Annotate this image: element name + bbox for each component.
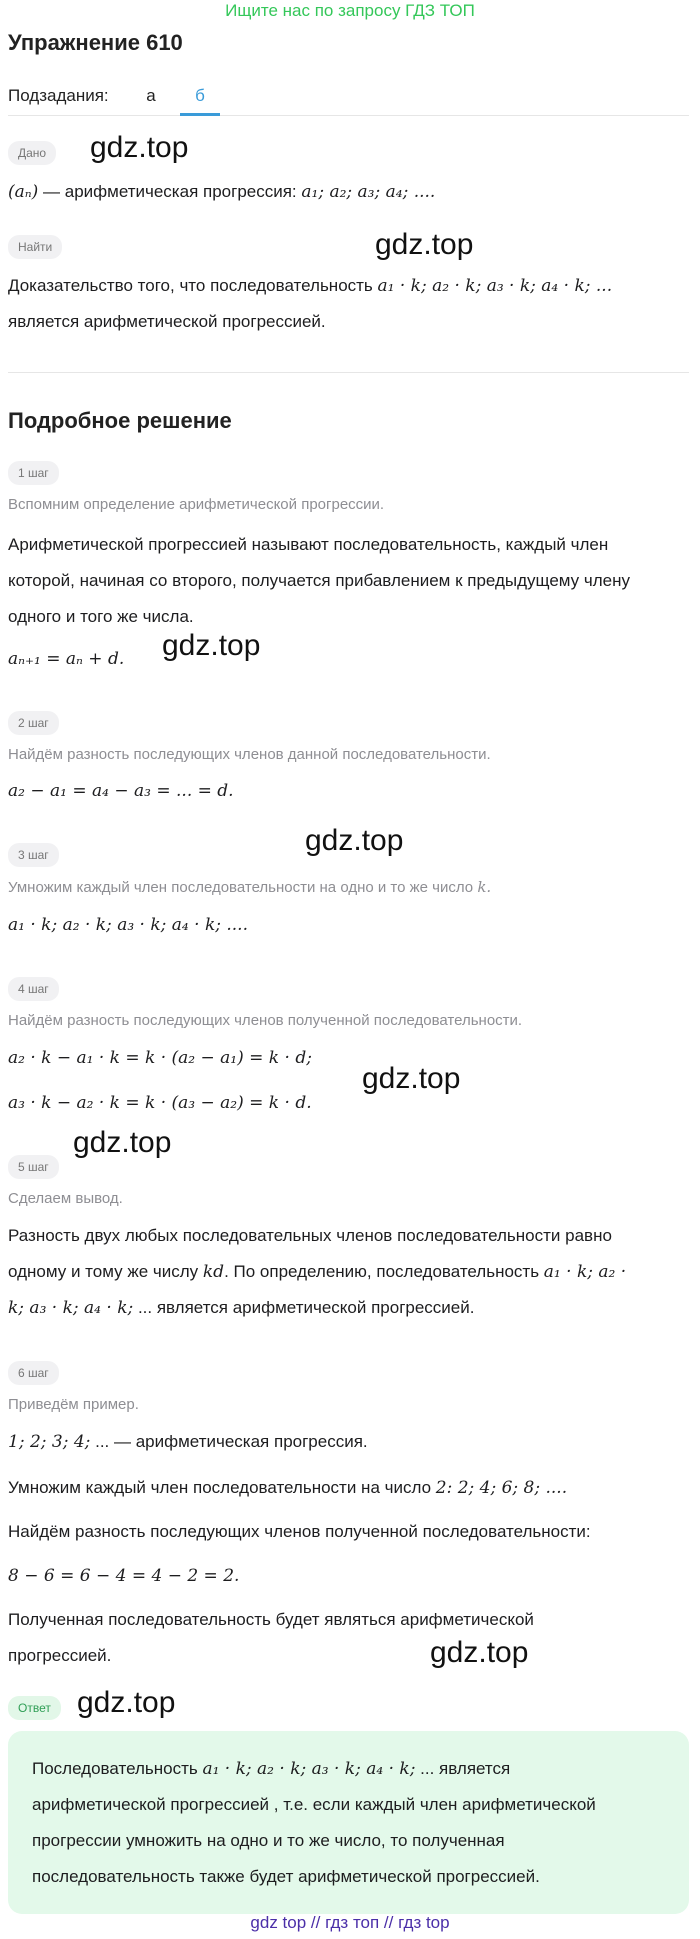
step-1-badge [8, 461, 59, 485]
step-5-text: ... является арифметической прогрессией. [133, 1298, 475, 1317]
step-4-badge [8, 977, 59, 1001]
watermark: gdz.top [162, 629, 261, 662]
watermark: gdz.top [77, 1686, 176, 1719]
tab-subtask-a[interactable]: а [146, 86, 156, 105]
step-5-math: kd [202, 1262, 225, 1282]
answer-pill: Ответ [8, 1696, 61, 1720]
step-5-line-1: Разность двух любых последовательных членов последовательности равно [8, 1226, 612, 1245]
step-6-math: 2: 2; 4; 6; 8; .... [435, 1478, 568, 1498]
given-pill: Дано [8, 141, 56, 165]
step-3-hint-math: k. [477, 878, 492, 896]
watermark: gdz.top [305, 824, 404, 857]
watermark: gdz.top [375, 228, 474, 261]
step-6-formula: 8 − 6 = 6 − 4 = 4 − 2 = 2. [8, 1566, 240, 1586]
step-2-formula: a₂ − a₁ = a₄ − a₃ = ... = d. [8, 781, 234, 801]
step-5-math: a₁ · k; a₂ · [543, 1262, 627, 1282]
step-3-badge [8, 843, 59, 867]
step-6-hint: Приведём пример. [8, 1396, 139, 1413]
given-sequence: (aₙ) [8, 182, 39, 202]
answer-badge [8, 1696, 61, 1720]
subtasks-label: Подзадания: [8, 86, 109, 105]
step-5-line-3 [8, 1290, 688, 1326]
step-5-text: . По определению, последовательность [224, 1262, 544, 1281]
step-5-math: k; a₃ · k; a₄ · k; [8, 1298, 134, 1318]
section-divider [8, 372, 689, 373]
step-6-badge [8, 1361, 59, 1385]
watermark: gdz.top [90, 131, 189, 164]
step-1-line: Арифметической прогрессией называют последовательность, каждый член [8, 535, 609, 554]
given-badge [8, 141, 56, 165]
step-6-line-2 [8, 1470, 688, 1506]
step-1-line: одного и того же числа. [8, 607, 194, 626]
step-5-line-2 [8, 1254, 688, 1290]
step-3-hint-text: Умножим каждый член последовательности на одно и то же число [8, 879, 478, 896]
step-pill: 2 шаг [8, 711, 59, 735]
watermark: gdz.top [430, 1636, 529, 1669]
answer-line-3: прогрессии умножить на одно и то же число, то полученная [32, 1831, 505, 1850]
answer-text [32, 1751, 662, 1895]
find-badge [8, 235, 62, 259]
step-pill: 3 шаг [8, 843, 59, 867]
find-line-2: является арифметической прогрессией. [8, 312, 326, 331]
step-1-hint: Вспомним определение арифметической прогрессии. [8, 496, 385, 513]
step-6-line-1 [8, 1424, 688, 1460]
watermark: gdz.top [73, 1126, 172, 1159]
solution-title: Подробное решение [8, 408, 232, 433]
search-banner[interactable]: Ищите нас по запросу ГДЗ ТОП [225, 1, 475, 20]
given-text [8, 174, 688, 210]
given-terms: a₁; a₂; a₃; a₄; .... [301, 182, 436, 202]
step-3-hint [8, 878, 491, 896]
step-5-hint: Сделаем вывод. [8, 1190, 123, 1207]
answer-text-part: Последовательность [32, 1759, 203, 1778]
find-text: Доказательство того, что последовательность [8, 276, 378, 295]
step-6-text: ... — арифметическая прогрессия. [90, 1432, 368, 1451]
answer-math: a₁ · k; a₂ · k; a₃ · k; a₄ · k; [202, 1759, 416, 1779]
step-6-line-3: Найдём разность последующих членов полученной последовательности: [8, 1522, 591, 1541]
step-pill: 5 шаг [8, 1155, 59, 1179]
watermark: gdz.top [362, 1062, 461, 1095]
step-3-formula: a₁ · k; a₂ · k; a₃ · k; a₄ · k; .... [8, 915, 248, 935]
step-4-formula-1: a₂ · k − a₁ · k = k · (a₂ − a₁) = k · d; [8, 1048, 312, 1068]
answer-line-4: последовательность также будет арифметической прогрессией. [32, 1867, 540, 1886]
answer-line-2: арифметической прогрессией , т.е. если каждый член арифметической [32, 1795, 596, 1814]
page-title: Упражнение 610 [8, 30, 183, 55]
step-pill: 1 шаг [8, 461, 59, 485]
step-6-line-5: прогрессией. [8, 1646, 112, 1665]
step-pill: 4 шаг [8, 977, 59, 1001]
step-6-text: Умножим каждый член последовательности на число [8, 1478, 436, 1497]
tab-subtask-b[interactable]: б [195, 86, 205, 105]
step-pill: 6 шаг [8, 1361, 59, 1385]
step-4-formula-2: a₃ · k − a₂ · k = k · (a₃ − a₂) = k · d. [8, 1093, 312, 1113]
find-terms: a₁ · k; a₂ · k; a₃ · k; a₄ · k; ... [377, 276, 613, 296]
footer-links[interactable]: gdz top // гдз топ // гдз top [250, 1913, 450, 1932]
find-line-1 [8, 268, 688, 304]
step-2-hint: Найдём разность последующих членов данной последовательности. [8, 746, 491, 763]
find-pill: Найти [8, 235, 62, 259]
step-2-badge [8, 711, 59, 735]
step-1-formula: aₙ₊₁ = aₙ + d. [8, 649, 125, 669]
step-5-badge [8, 1155, 59, 1179]
step-4-hint: Найдём разность последующих членов полученной последовательности. [8, 1012, 523, 1029]
step-5-text: одному и тому же числу [8, 1262, 203, 1281]
answer-line-1 [32, 1751, 662, 1787]
active-tab-indicator [180, 113, 220, 116]
step-6-line-4: Полученная последовательность будет являться арифметической [8, 1610, 534, 1629]
step-1-line: которой, начиная со второго, получается прибавлением к предыдущему члену [8, 571, 631, 590]
tabs-divider [8, 115, 689, 116]
step-6-math: 1; 2; 3; 4; [8, 1432, 91, 1452]
given-description: — арифметическая прогрессия: [38, 182, 302, 201]
answer-text-part: ... является [415, 1759, 511, 1778]
